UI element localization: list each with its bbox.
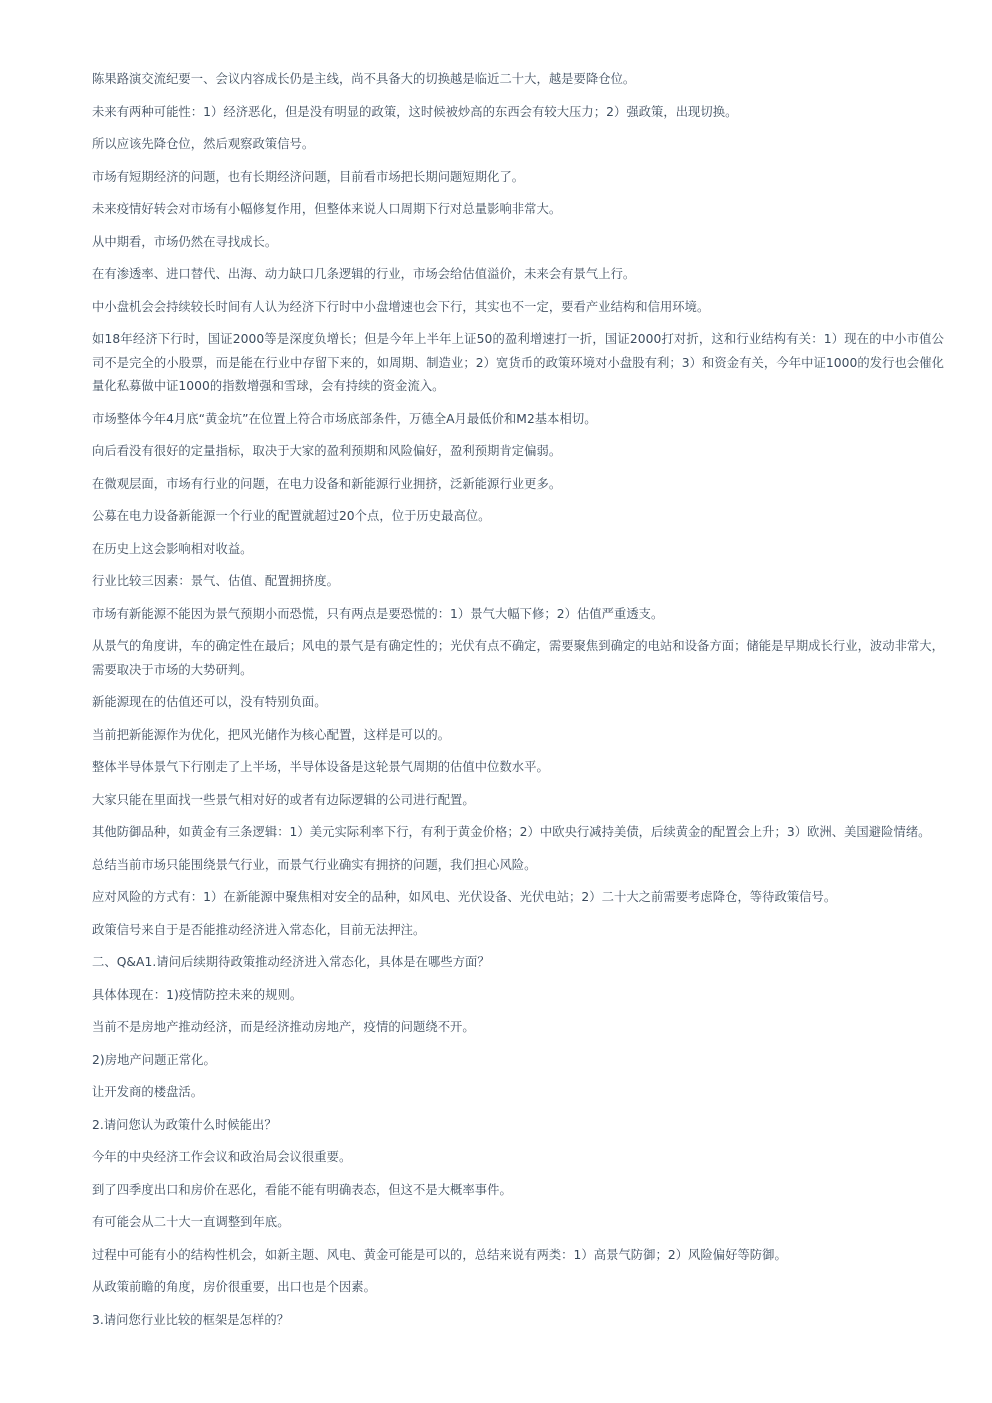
- section-heading: 二、Q&A1.请问后续期待政策推动经济进入常态化，具体是在哪些方面？: [92, 955, 490, 969]
- paragraph: 总结当前市场只能围绕景气行业，而景气行业确实有拥挤的问题，我们担心风险。: [92, 857, 537, 872]
- paragraph: 具体体现在：1)疫情防控未来的规则。: [92, 987, 303, 1002]
- paragraph: 陈果路演交流纪要一、会议内容成长仍是主线，尚不具备大的切换越是临近二十大，越是要降仓位。: [92, 72, 636, 86]
- paragraph: 从中期看，市场仍然在寻找成长。: [92, 234, 278, 249]
- question: 2.请问您认为政策什么时候能出？: [92, 1117, 277, 1132]
- paragraph: 从政策前瞻的角度，房价很重要，出口也是个因素。: [92, 1280, 376, 1294]
- paragraph: 市场有新能源不能因为景气预期小而恐慌，只有两点是要恐慌的：1）景气大幅下修；2）估值严重透支。: [92, 606, 664, 621]
- paragraph: 公募在电力设备新能源一个行业的配置就超过20个点，位于历史最高位。: [92, 509, 491, 523]
- paragraph: 政策信号来自于是否能推动经济进入常态化，目前无法押注。: [92, 922, 426, 937]
- paragraph: 在有渗透率、进口替代、出海、动力缺口几条逻辑的行业，市场会给估值溢价，未来会有景气上行。: [92, 267, 636, 281]
- paragraph: 在历史上这会影响相对收益。: [92, 541, 253, 556]
- paragraph: 在微观层面，市场有行业的问题，在电力设备和新能源行业拥挤，泛新能源行业更多。: [92, 476, 562, 491]
- paragraph: 如18年经济下行时，国证2000等是深度负增长；但是今年上半年上证50的盈利增速打一折，国证2000打对折，这和行业结构有关：1）现在的中小市值公司不是完全的小股票，而是能在行业中存留下来的，如周期、制造业；2）宽货币的政策环境对小盘股有利；3）和资金有关，今年中证1000的发行也会催化量化私募做中证1000的指数增强和雪球，会有持续的资金流入。: [92, 332, 944, 393]
- paragraph: 向后看没有很好的定量指标，取决于大家的盈利预期和风险偏好，盈利预期肯定偏弱。: [92, 444, 562, 458]
- paragraph: 整体半导体景气下行刚走了上半场，半导体设备是这轮景气周期的估值中位数水平。: [92, 760, 549, 774]
- paragraph: 中小盘机会会持续较长时间有人认为经济下行时中小盘增速也会下行，其实也不一定，要看产业结构和信用环境。: [92, 299, 710, 314]
- paragraph: 2)房地产问题正常化。: [92, 1052, 216, 1067]
- paragraph: 市场整体今年4月底“黄金坑”在位置上符合市场底部条件，万德全A月最低价和M2基本相切。: [92, 411, 597, 426]
- paragraph: 过程中可能有小的结构性机会，如新主题、风电、黄金可能是可以的，总结来说有两类：1）高景气防御；2）风险偏好等防御。: [92, 1247, 787, 1262]
- paragraph: 有可能会从二十大一直调整到年底。: [92, 1215, 290, 1229]
- paragraph: 大家只能在里面找一些景气相对好的或者有边际逻辑的公司进行配置。: [92, 792, 475, 807]
- paragraph: 未来有两种可能性：1）经济恶化，但是没有明显的政策，这时候被炒高的东西会有较大压力；2）强政策，出现切换。: [92, 104, 738, 119]
- paragraph: 今年的中央经济工作会议和政治局会议很重要。: [92, 1150, 352, 1164]
- paragraph: 当前把新能源作为优化，把风光储作为核心配置，这样是可以的。: [92, 727, 451, 742]
- paragraph: 行业比较三因素：景气、估值、配置拥挤度。: [92, 574, 339, 588]
- paragraph: 从景气的角度讲，车的确定性在最后；风电的景气是有确定性的；光伏有点不确定，需要聚焦到确定的电站和设备方面；储能是早期成长行业，波动非常大，需要取决于市场的大势研判。: [92, 639, 944, 677]
- paragraph: 未来疫情好转会对市场有小幅修复作用，但整体来说人口周期下行对总量影响非常大。: [92, 202, 562, 216]
- question: 3.请问您行业比较的框架是怎样的？: [92, 1312, 290, 1327]
- paragraph: 其他防御品种，如黄金有三条逻辑：1）美元实际利率下行，有利于黄金价格；2）中欧央行减持美债，后续黄金的配置会上升；3）欧洲、美国避险情绪。: [92, 825, 931, 839]
- paragraph: 新能源现在的估值还可以，没有特别负面。: [92, 695, 327, 709]
- paragraph: 到了四季度出口和房价在恶化，看能不能有明确表态，但这不是大概率事件。: [92, 1182, 512, 1197]
- paragraph: 当前不是房地产推动经济，而是经济推动房地产，疫情的问题绕不开。: [92, 1020, 475, 1034]
- paragraph: 应对风险的方式有：1）在新能源中聚焦相对安全的品种，如风电、光伏设备、光伏电站；2）二十大之前需要考虑降仓，等待政策信号。: [92, 890, 837, 904]
- paragraph: 让开发商的楼盘活。: [92, 1085, 204, 1099]
- document-body: [92, 68, 944, 1341]
- paragraph: 所以应该先降仓位，然后观察政策信号。: [92, 137, 315, 151]
- paragraph: 市场有短期经济的问题，也有长期经济问题，目前看市场把长期问题短期化了。: [92, 169, 525, 184]
